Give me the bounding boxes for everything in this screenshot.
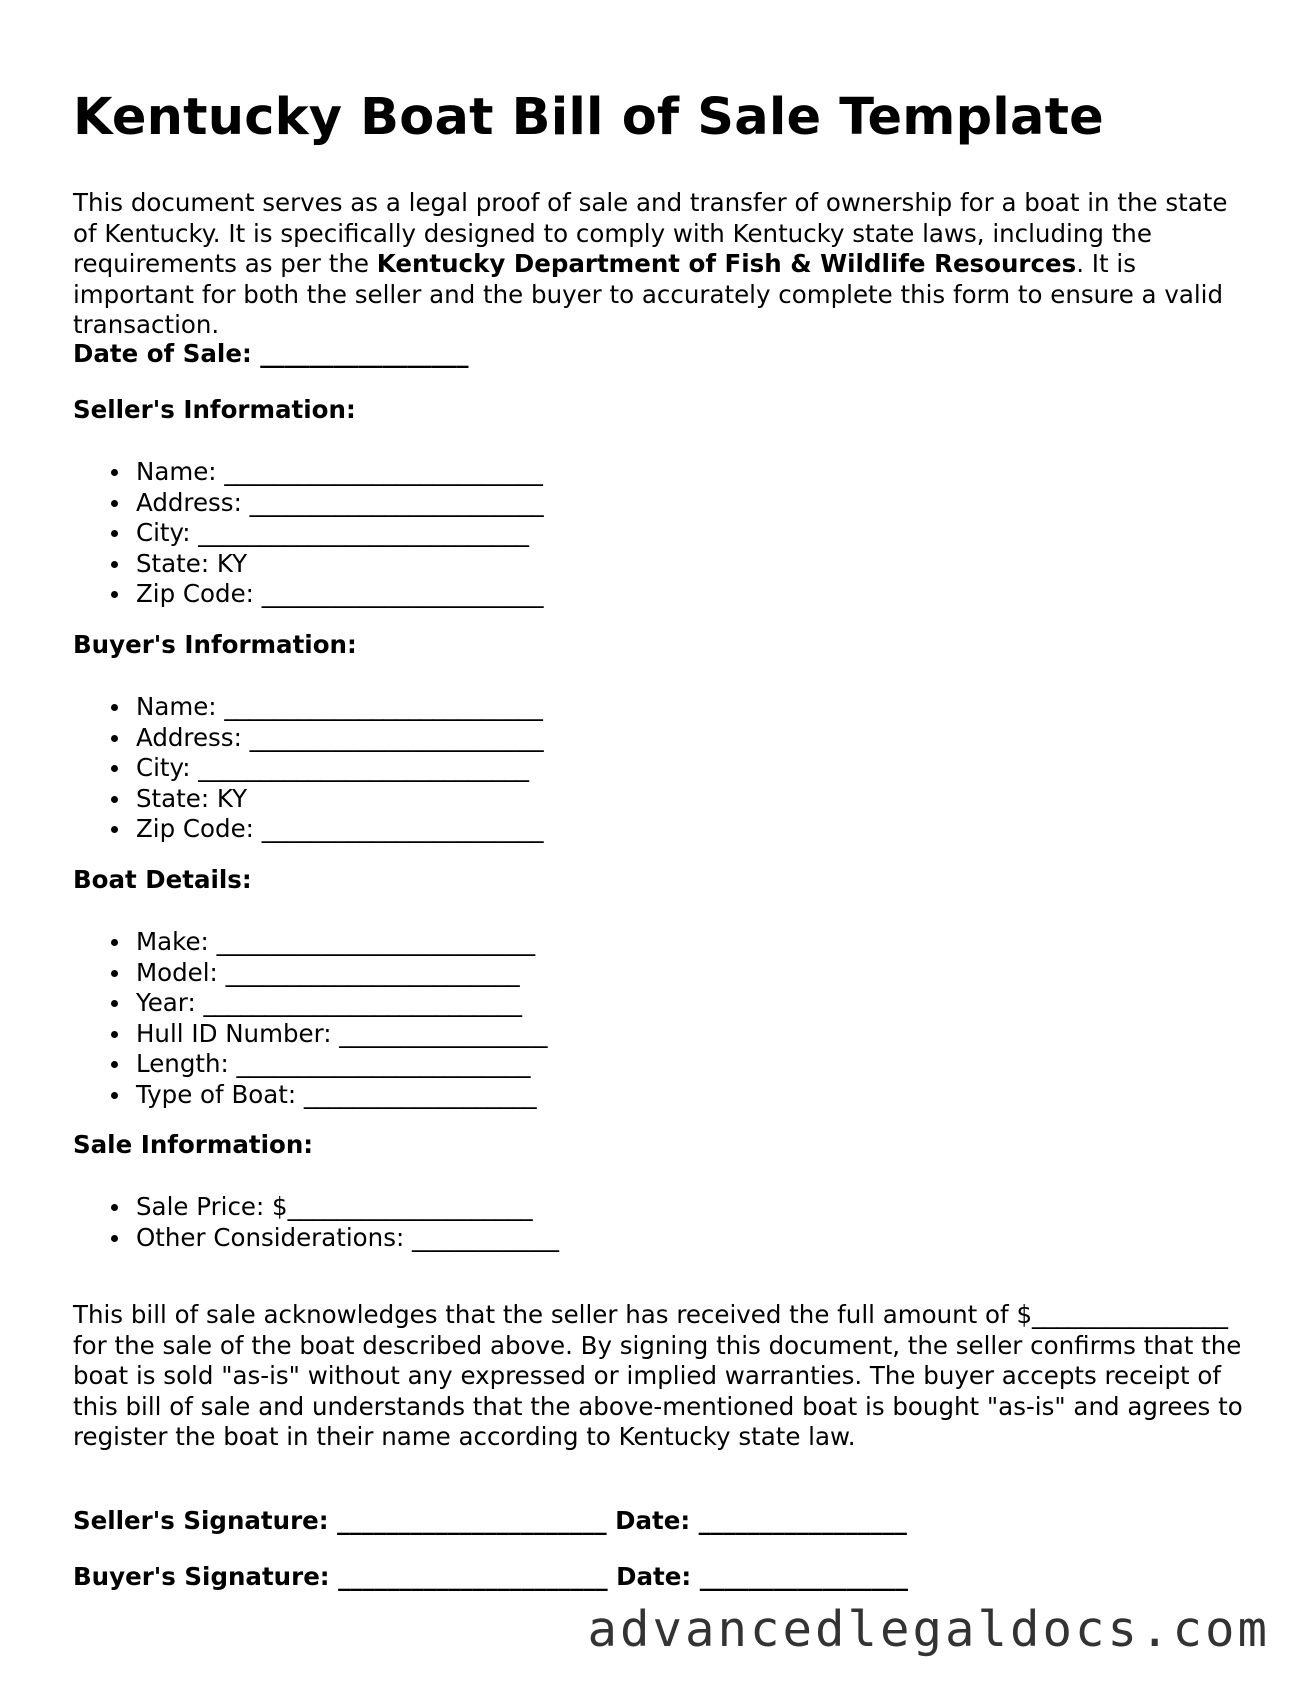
boat-type-field[interactable]: Type of Boat: ___________________ <box>136 1080 548 1111</box>
intro-paragraph <box>73 188 1243 341</box>
buyer-zip-field[interactable]: Zip Code: _______________________ <box>136 814 544 844</box>
boat-year-field[interactable]: Year: __________________________ <box>136 988 548 1019</box>
buyer-section-heading: Buyer's Information: <box>73 630 357 659</box>
seller-signature-line[interactable]: Seller's Signature: ______________________ Date: _________________ <box>73 1506 907 1535</box>
boat-make-field[interactable]: Make: __________________________ <box>136 927 548 958</box>
intro-text-2: . It is important for both the seller and the buyer to accurately complete this form to ensure a valid transaction. <box>73 249 1224 340</box>
intro-agency-name: Kentucky Department of Fish & Wildlife Resources <box>376 249 1077 279</box>
buyer-city-field[interactable]: City: ___________________________ <box>136 753 544 784</box>
sale-section-heading: Sale Information: <box>73 1130 314 1159</box>
seller-field-list <box>73 457 544 610</box>
buyer-name-field[interactable]: Name: __________________________ <box>136 692 543 721</box>
date-of-sale-field[interactable]: Date of Sale: _________________ <box>73 339 469 368</box>
buyer-field-list <box>73 692 544 845</box>
other-considerations-field[interactable]: Other Considerations: ____________ <box>136 1222 559 1252</box>
seller-section-heading: Seller's Information: <box>73 395 356 424</box>
buyer-state-field: State: KY <box>136 784 544 815</box>
buyer-signature-line[interactable]: Buyer's Signature: ______________________ Date: _________________ <box>73 1562 908 1591</box>
page-title: Kentucky Boat Bill of Sale Template <box>73 88 1104 147</box>
boat-model-field[interactable]: Model: ________________________ <box>136 958 548 989</box>
seller-zip-field[interactable]: Zip Code: _______________________ <box>136 579 544 609</box>
buyer-address-field[interactable]: Address: ________________________ <box>136 722 544 752</box>
site-watermark: advancedlegaldocs.com <box>587 1601 1270 1658</box>
closing-paragraph: This bill of sale acknowledges that the seller has received the full amount of $________________ for the sale of the boat described above. By signing this document, the seller confirms that the boat is sold "as-is" without any expressed or implied warranties. The buyer accepts receipt of this bill of sale and understands that the above-mentioned boat is bought "as-is" and agrees to register the boat in their name according to Kentucky state law. <box>73 1300 1243 1452</box>
sale-field-list <box>73 1192 559 1253</box>
boat-hull-id-field[interactable]: Hull ID Number: _________________ <box>136 1018 548 1048</box>
boat-section-heading: Boat Details: <box>73 865 252 894</box>
boat-field-list <box>73 927 548 1111</box>
seller-state-field: State: KY <box>136 549 544 580</box>
seller-address-field[interactable]: Address: ________________________ <box>136 487 544 517</box>
sale-price-field[interactable]: Sale Price: $____________________ <box>136 1192 559 1223</box>
boat-length-field[interactable]: Length: ________________________ <box>136 1049 548 1080</box>
seller-city-field[interactable]: City: ___________________________ <box>136 518 544 549</box>
intro-text-1: This document serves as a legal proof of sale and transfer of ownership for a boat in the state of Kentucky. It is specifically designed to comply with Kentucky state laws, including the requirements as per the <box>73 188 1228 279</box>
seller-name-field[interactable]: Name: __________________________ <box>136 457 543 486</box>
